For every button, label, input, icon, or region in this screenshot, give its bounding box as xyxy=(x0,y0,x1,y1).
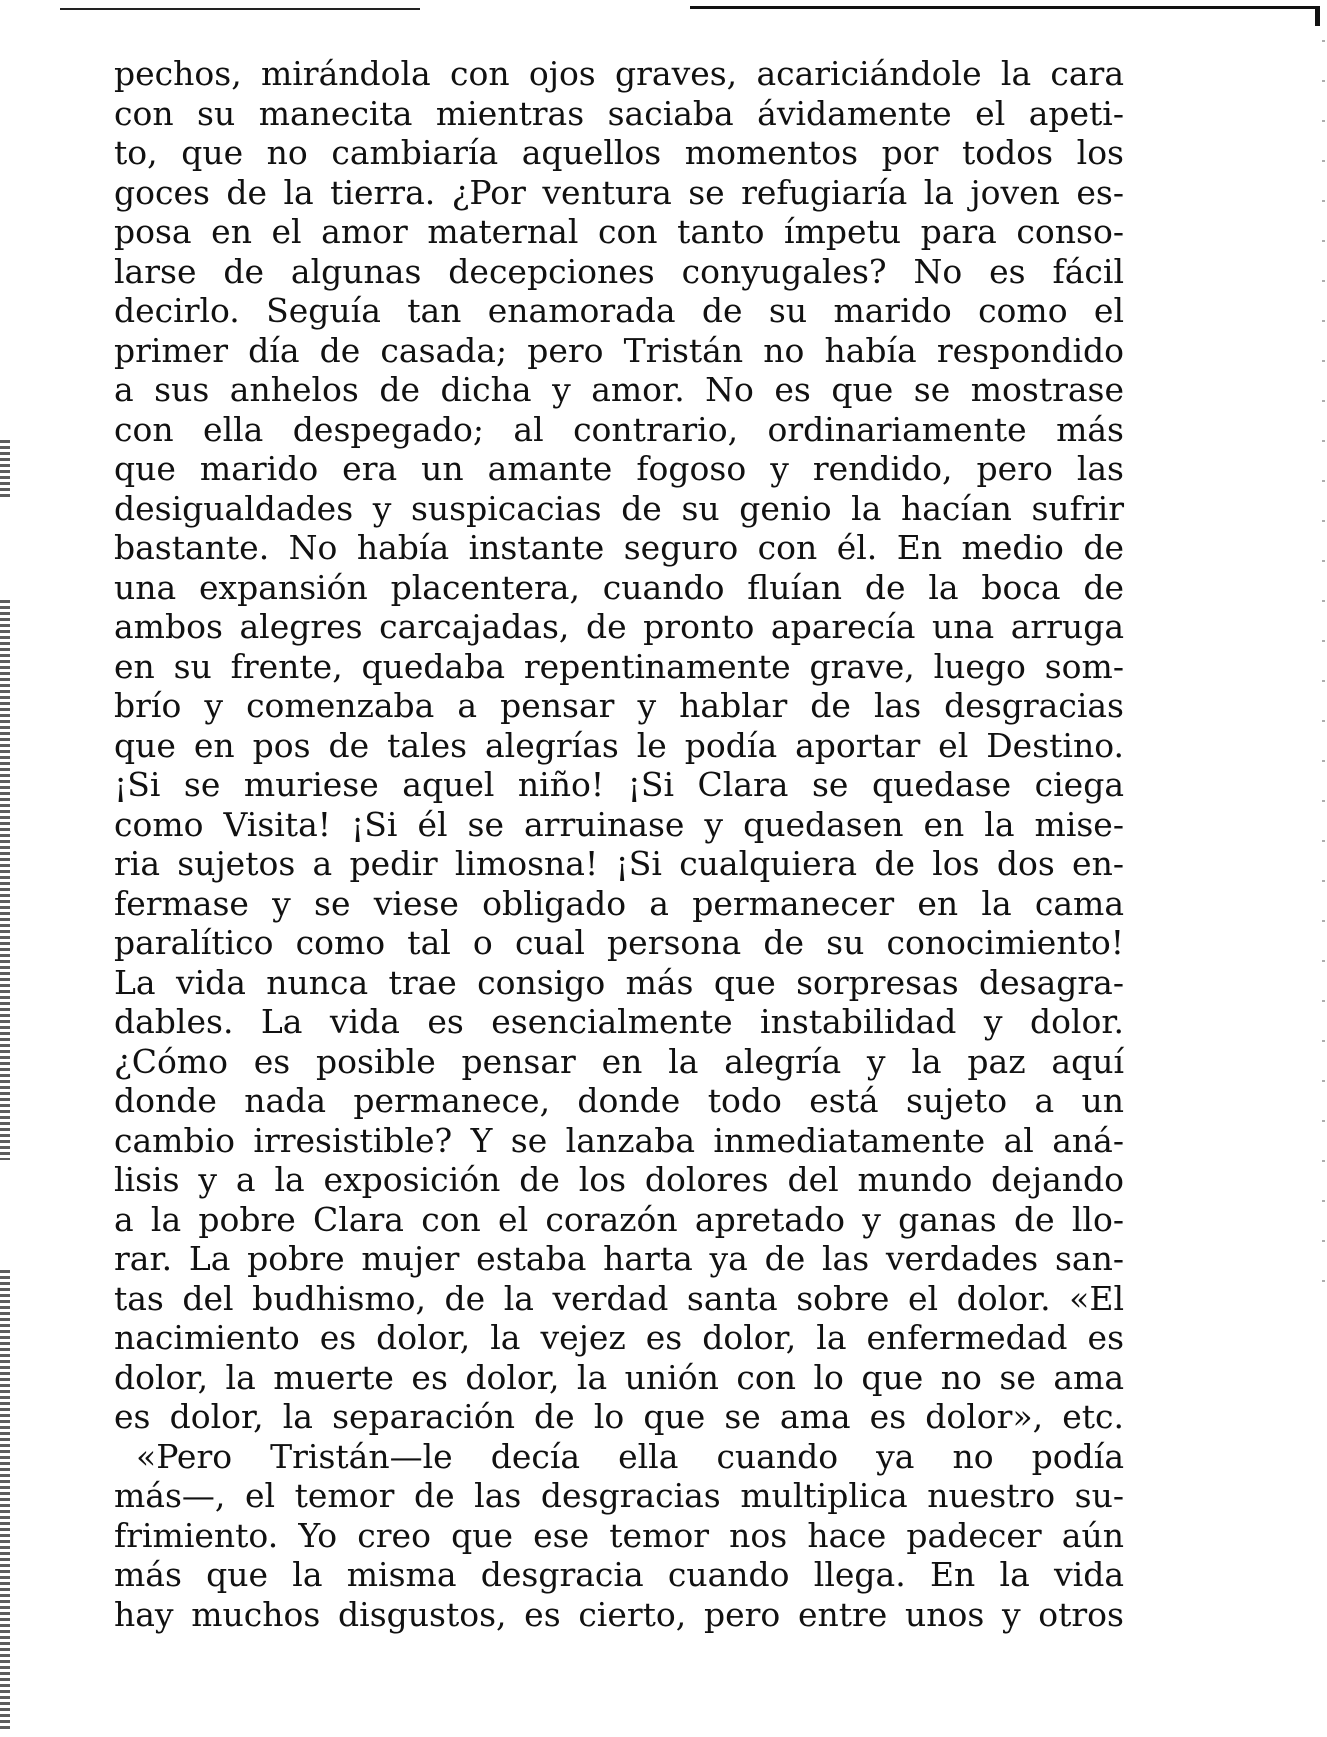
text-line: goces de la tierra. ¿Por ventura se refugiaría la joven es- xyxy=(114,172,1124,212)
text-line: a sus anhelos de dicha y amor. No es que se mostrase xyxy=(114,370,1124,409)
text-line: en su frente, quedaba repentinamente grave, luego som- xyxy=(114,646,1124,686)
text-line: larse de algunas decepciones conyugales? No es fácil xyxy=(114,251,1124,291)
text-line: ria sujetos a pedir limosna! ¡Si cualquiera de los dos en- xyxy=(114,844,1124,883)
right-scan-edge xyxy=(1322,40,1325,1320)
text-line: más—, el temor de las desgracias multiplica nuestro su- xyxy=(114,1476,1124,1515)
text-line: tas del budhismo, de la verdad santa sobre el dolor. «El xyxy=(114,1278,1124,1318)
text-line: La vida nunca trae consigo más que sorpresas desagra- xyxy=(114,962,1124,1002)
text-line: bastante. No había instante seguro con él. En medio de xyxy=(114,528,1124,567)
text-line: donde nada permanece, donde todo está sujeto a un xyxy=(114,1081,1124,1120)
text-line: paralítico como tal o cual persona de su conocimiento! xyxy=(114,923,1124,962)
text-line: to, que no cambiaría aquellos momentos por todos los xyxy=(114,133,1124,172)
text-line: frimiento. Yo creo que ese temor nos hace padecer aún xyxy=(114,1515,1124,1555)
text-line: una expansión placentera, cuando fluían de la boca de xyxy=(114,567,1124,607)
text-line: ¿Cómo es posible pensar en la alegría y la paz aquí xyxy=(114,1041,1124,1081)
text-line: ¡Si se muriese aquel niño! ¡Si Clara se quedase ciega xyxy=(114,765,1124,804)
text-line: brío y comenzaba a pensar y hablar de las desgracias xyxy=(114,686,1124,725)
top-rule-right xyxy=(690,6,1320,9)
text-line: que marido era un amante fogoso y rendido, pero las xyxy=(114,449,1124,488)
page-text xyxy=(114,54,1124,1634)
left-scan-edge xyxy=(0,440,10,500)
text-line: como Visita! ¡Si él se arruinase y quedasen en la mise- xyxy=(114,804,1124,844)
text-line: con ella despegado; al contrario, ordinariamente más xyxy=(114,409,1124,449)
text-line: dables. La vida es esencialmente instabilidad y dolor. xyxy=(114,1002,1124,1041)
text-line: con su manecita mientras saciaba ávidamente el apeti- xyxy=(114,93,1124,133)
text-line: dolor, la muerte es dolor, la unión con lo que no se ama xyxy=(114,1357,1124,1397)
text-line: decirlo. Seguía tan enamorada de su marido como el xyxy=(114,291,1124,330)
text-line: a la pobre Clara con el corazón apretado y ganas de llo- xyxy=(114,1199,1124,1239)
left-scan-edge xyxy=(0,600,10,1160)
text-line: nacimiento es dolor, la vejez es dolor, la enfermedad es xyxy=(114,1318,1124,1357)
text-line: pechos, mirándola con ojos graves, acariciándole la cara xyxy=(114,54,1124,93)
text-line: posa en el amor maternal con tanto ímpetu para conso- xyxy=(114,212,1124,251)
top-rule-left xyxy=(60,8,420,10)
text-line: rar. La pobre mujer estaba harta ya de las verdades san- xyxy=(114,1239,1124,1278)
text-line: desigualdades y suspicacias de su genio la hacían sufrir xyxy=(114,488,1124,528)
text-line: ambos alegres carcajadas, de pronto aparecía una arruga xyxy=(114,607,1124,646)
text-line: es dolor, la separación de lo que se ama es dolor», etc. xyxy=(114,1397,1124,1436)
text-line: lisis y a la exposición de los dolores del mundo dejando xyxy=(114,1160,1124,1199)
text-line: «Pero Tristán—le decía ella cuando ya no podía xyxy=(136,1436,1124,1476)
text-line: primer día de casada; pero Tristán no había respondido xyxy=(114,330,1124,370)
text-line: más que la misma desgracia cuando llega. En la vida xyxy=(114,1555,1124,1594)
text-line: fermase y se viese obligado a permanecer en la cama xyxy=(114,883,1124,923)
text-line: hay muchos disgustos, es cierto, pero entre unos y otros xyxy=(114,1594,1124,1634)
text-line: cambio irresistible? Y se lanzaba inmediatamente al aná- xyxy=(114,1120,1124,1160)
left-scan-edge xyxy=(0,1270,10,1730)
text-line: que en pos de tales alegrías le podía aportar el Destino. xyxy=(114,725,1124,765)
